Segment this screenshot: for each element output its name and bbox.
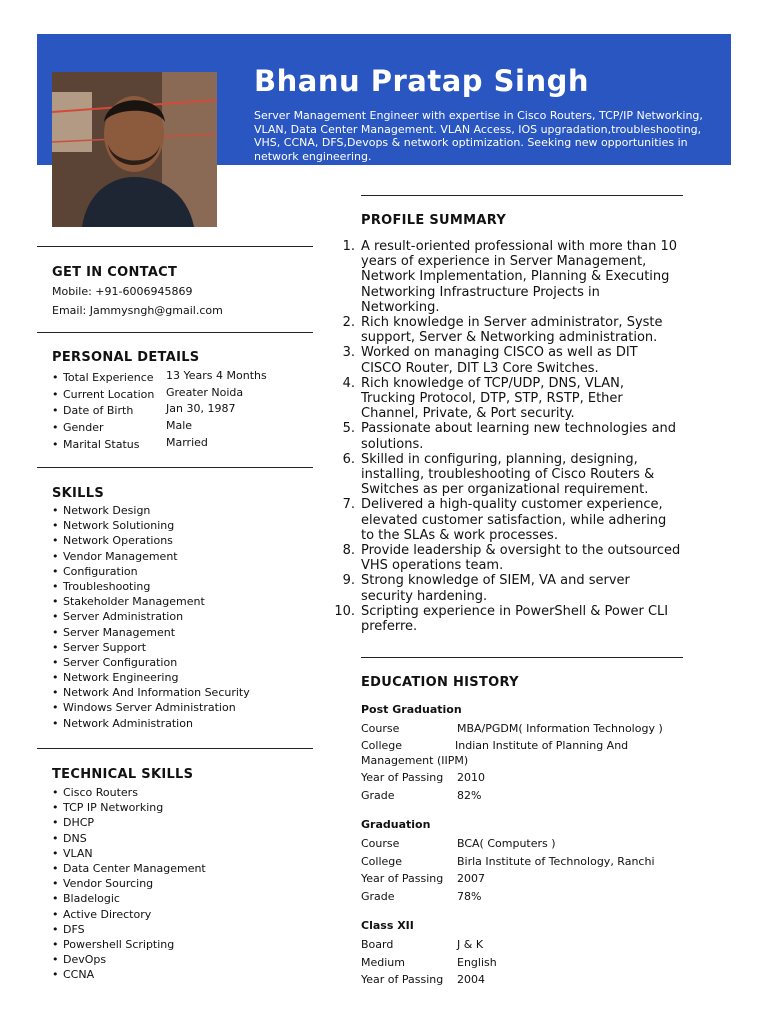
bullet-icon: • bbox=[52, 371, 59, 384]
skill-label: Network And Information Security bbox=[63, 686, 250, 700]
summary-item bbox=[322, 239, 682, 315]
personal-row bbox=[52, 438, 312, 454]
skill-item bbox=[52, 503, 250, 518]
education-value: 78% bbox=[457, 890, 482, 903]
bullet-icon: • bbox=[52, 504, 59, 517]
bullet-icon: • bbox=[52, 625, 59, 639]
summary-number: 7. bbox=[342, 497, 355, 513]
bullet-icon: • bbox=[52, 816, 59, 830]
skill-label: Network Design bbox=[63, 504, 151, 517]
skill-label: Stakeholder Management bbox=[63, 595, 205, 609]
technical-skill-item bbox=[52, 861, 206, 876]
education-section-title: EDUCATION HISTORY bbox=[361, 675, 519, 690]
summary-number: 6. bbox=[342, 451, 355, 467]
summary-number: 1. bbox=[342, 239, 355, 254]
bullet-icon: • bbox=[52, 671, 59, 685]
skill-label: Server Administration bbox=[63, 610, 184, 624]
technical-skill-label: DevOps bbox=[63, 953, 107, 967]
candidate-name: Bhanu Pratap Singh bbox=[254, 64, 589, 98]
personal-row bbox=[52, 421, 312, 437]
summary-item bbox=[322, 421, 682, 451]
skill-item bbox=[52, 640, 250, 655]
technical-skill-label: CCNA bbox=[63, 968, 95, 982]
personal-key: Total Experience bbox=[63, 371, 154, 384]
skill-item bbox=[52, 685, 250, 700]
summary-text: Passionate about learning new technologies and solutions. bbox=[361, 421, 677, 452]
personal-section-title: PERSONAL DETAILS bbox=[52, 350, 200, 365]
summary-item bbox=[322, 543, 682, 573]
personal-value: Married bbox=[166, 436, 208, 449]
education-value: Indian Institute of Planning And Management (IIPM) bbox=[361, 739, 629, 767]
bullet-icon: • bbox=[52, 801, 59, 815]
technical-skill-label: DHCP bbox=[63, 816, 95, 830]
technical-skill-item bbox=[52, 891, 206, 906]
skill-item bbox=[52, 609, 250, 624]
education-value: J & K bbox=[457, 938, 484, 951]
skill-label: Server Configuration bbox=[63, 655, 178, 669]
education-row bbox=[361, 738, 651, 768]
bullet-icon: • bbox=[52, 686, 59, 700]
technical-skill-item bbox=[52, 952, 206, 967]
personal-key: Marital Status bbox=[63, 438, 140, 451]
technical-skill-label: Vendor Sourcing bbox=[63, 877, 154, 891]
bullet-icon: • bbox=[52, 831, 59, 845]
education-value: 2010 bbox=[457, 771, 485, 784]
bullet-icon: • bbox=[52, 846, 59, 860]
bullet-icon: • bbox=[52, 716, 59, 730]
bullet-icon: • bbox=[52, 877, 59, 891]
summary-list bbox=[322, 239, 682, 634]
education-key: College bbox=[361, 855, 403, 868]
summary-text: Strong knowledge of SIEM, VA and server security hardening. bbox=[361, 573, 630, 604]
technical-skill-item bbox=[52, 922, 206, 937]
bullet-icon: • bbox=[52, 579, 59, 593]
bullet-icon: • bbox=[52, 640, 59, 654]
education-value: English bbox=[457, 956, 497, 969]
divider bbox=[37, 332, 313, 333]
contact-email: Email: Jammysngh@gmail.com bbox=[52, 304, 223, 317]
skill-label: Network Administration bbox=[63, 716, 193, 730]
bullet-icon: • bbox=[52, 655, 59, 669]
technical-skill-item bbox=[52, 967, 206, 982]
summary-number: 5. bbox=[342, 421, 355, 437]
divider bbox=[37, 748, 313, 749]
skill-item bbox=[52, 700, 250, 715]
summary-item bbox=[322, 604, 682, 634]
personal-value: 13 Years 4 Months bbox=[166, 369, 267, 382]
summary-number: 9. bbox=[342, 573, 355, 589]
bullet-icon: • bbox=[52, 404, 59, 417]
skill-item bbox=[52, 533, 250, 548]
bullet-icon: • bbox=[52, 701, 59, 715]
personal-key: Current Location bbox=[63, 388, 155, 401]
technical-skills-list bbox=[52, 785, 206, 982]
skill-label: Vendor Management bbox=[63, 549, 178, 563]
skill-label: Server Management bbox=[63, 625, 176, 639]
bullet-icon: • bbox=[52, 861, 59, 875]
bullet-icon: • bbox=[52, 968, 59, 982]
technical-skill-item bbox=[52, 800, 206, 815]
bullet-icon: • bbox=[52, 595, 59, 609]
skill-label: Configuration bbox=[63, 564, 138, 578]
summary-item bbox=[322, 452, 682, 498]
summary-item bbox=[322, 497, 682, 543]
summary-number: 3. bbox=[342, 345, 355, 361]
bullet-icon: • bbox=[52, 519, 59, 533]
technical-skill-label: Active Directory bbox=[63, 907, 152, 921]
technical-skill-item bbox=[52, 831, 206, 846]
technical-skill-item bbox=[52, 876, 206, 891]
skill-item bbox=[52, 579, 250, 594]
skill-label: Server Support bbox=[63, 640, 147, 654]
bullet-icon: • bbox=[52, 421, 59, 434]
bullet-icon: • bbox=[52, 907, 59, 921]
education-value: MBA/PGDM( Information Technology ) bbox=[457, 722, 663, 735]
summary-item bbox=[322, 376, 682, 422]
summary-section-title: PROFILE SUMMARY bbox=[361, 213, 507, 228]
education-key: College bbox=[361, 739, 403, 752]
education-value: Birla Institute of Technology, Ranchi bbox=[457, 855, 655, 868]
personal-value: Male bbox=[166, 419, 193, 432]
education-value: 2004 bbox=[457, 973, 485, 986]
skill-label: Network Solutioning bbox=[63, 519, 175, 533]
skill-item bbox=[52, 670, 250, 685]
profile-photo-image bbox=[52, 72, 217, 227]
personal-value: Greater Noida bbox=[166, 386, 244, 399]
skill-label: Windows Server Administration bbox=[63, 701, 236, 715]
skill-item bbox=[52, 655, 250, 670]
bullet-icon: • bbox=[52, 534, 59, 548]
skills-list bbox=[52, 503, 250, 731]
skill-item bbox=[52, 625, 250, 640]
summary-number: 8. bbox=[342, 543, 355, 559]
class-xii-heading: Class XII bbox=[361, 919, 414, 932]
technical-skill-item bbox=[52, 937, 206, 952]
summary-item bbox=[322, 345, 682, 375]
education-key: Course bbox=[361, 722, 400, 735]
education-value: 2007 bbox=[457, 872, 485, 885]
divider bbox=[361, 195, 683, 196]
personal-row bbox=[52, 371, 312, 387]
skill-label: Network Engineering bbox=[63, 671, 179, 685]
technical-skill-label: VLAN bbox=[63, 846, 93, 860]
education-key: Grade bbox=[361, 890, 395, 903]
contact-mobile: Mobile: +91-6006945869 bbox=[52, 285, 193, 298]
bullet-icon: • bbox=[52, 922, 59, 936]
skill-item bbox=[52, 518, 250, 533]
graduation-heading: Graduation bbox=[361, 818, 431, 831]
summary-text: Provide leadership & oversight to the outsourced VHS operations team. bbox=[361, 543, 681, 574]
technical-skill-label: Powershell Scripting bbox=[63, 937, 175, 951]
bullet-icon: • bbox=[52, 786, 59, 799]
bullet-icon: • bbox=[52, 388, 59, 401]
skill-label: Network Operations bbox=[63, 534, 173, 548]
contact-section-title: GET IN CONTACT bbox=[52, 265, 178, 280]
personal-key: Gender bbox=[63, 421, 104, 434]
divider bbox=[37, 246, 313, 247]
technical-skill-label: Cisco Routers bbox=[63, 786, 138, 799]
technical-skill-label: DFS bbox=[63, 922, 85, 936]
post-graduation-heading: Post Graduation bbox=[361, 703, 462, 716]
education-key: Course bbox=[361, 837, 400, 850]
education-value: BCA( Computers ) bbox=[457, 837, 556, 850]
skill-label: Troubleshooting bbox=[63, 579, 151, 593]
bullet-icon: • bbox=[52, 438, 59, 451]
education-key: Year of Passing bbox=[361, 771, 444, 784]
personal-key: Date of Birth bbox=[63, 404, 134, 417]
personal-row bbox=[52, 404, 312, 420]
technical-skill-label: DNS bbox=[63, 831, 87, 845]
summary-text: Rich knowledge of TCP/UDP, DNS, VLAN, Trucking Protocol, DTP, STP, RSTP, Ether Channel, Private, & Port security. bbox=[361, 375, 624, 422]
summary-text: Skilled in configuring, planning, designing, installing, troubleshooting of Cisco Routers & Switches as per organizational requirement. bbox=[361, 451, 655, 498]
personal-value: Jan 30, 1987 bbox=[166, 402, 236, 415]
education-key: Year of Passing bbox=[361, 973, 444, 986]
divider bbox=[361, 657, 683, 658]
bullet-icon: • bbox=[52, 953, 59, 967]
technical-skill-item bbox=[52, 815, 206, 830]
skill-item bbox=[52, 549, 250, 564]
technical-skill-item bbox=[52, 785, 206, 800]
summary-text: Worked on managing CISCO as well as DIT CISCO Router, DIT L3 Core Switches. bbox=[361, 345, 638, 376]
summary-number: 2. bbox=[342, 315, 355, 331]
summary-text: Delivered a high-quality customer experience, elevated customer satisfaction, while adhering to the SLAs & work processes. bbox=[361, 497, 667, 543]
bullet-icon: • bbox=[52, 610, 59, 624]
divider bbox=[37, 467, 313, 468]
bullet-icon: • bbox=[52, 549, 59, 563]
bullet-icon: • bbox=[52, 564, 59, 578]
education-key: Medium bbox=[361, 956, 405, 969]
summary-item bbox=[322, 315, 682, 345]
skill-item bbox=[52, 716, 250, 731]
summary-item bbox=[322, 573, 682, 603]
skill-item bbox=[52, 594, 250, 609]
skills-section-title: SKILLS bbox=[52, 486, 105, 501]
skill-item bbox=[52, 564, 250, 579]
technical-skill-item bbox=[52, 907, 206, 922]
technical-skill-label: Bladelogic bbox=[63, 892, 120, 906]
education-key: Year of Passing bbox=[361, 872, 444, 885]
summary-text: Rich knowledge in Server administrator, Syste support, Server & Networking administration. bbox=[361, 315, 663, 346]
summary-number: 10. bbox=[334, 603, 355, 619]
technical-skill-item bbox=[52, 846, 206, 861]
education-key: Grade bbox=[361, 789, 395, 802]
bullet-icon: • bbox=[52, 892, 59, 906]
technical-skill-label: TCP IP Networking bbox=[63, 801, 164, 815]
bullet-icon: • bbox=[52, 937, 59, 951]
technical-section-title: TECHNICAL SKILLS bbox=[52, 767, 194, 782]
summary-number: 4. bbox=[342, 375, 355, 391]
profile-photo bbox=[52, 72, 217, 227]
education-value: 82% bbox=[457, 789, 482, 802]
technical-skill-label: Data Center Management bbox=[63, 861, 206, 875]
summary-text: A result-oriented professional with more than 10 years of experience in Server Management, Network Implementation, Planning & Executing Networking Infrastructure Projects in Networking. bbox=[361, 239, 677, 315]
candidate-tagline: Server Management Engineer with expertise in Cisco Routers, TCP/IP Networking, VLAN, Data Center Management. VLAN Access, IOS upgradation,troubleshooting, VHS, CCNA, DFS,Devops & network optimization. Seeking new opportunities in network engineering. bbox=[254, 109, 703, 163]
summary-text: Scripting experience in PowerShell & Power CLI preferre. bbox=[361, 603, 669, 635]
education-key: Board bbox=[361, 938, 394, 951]
